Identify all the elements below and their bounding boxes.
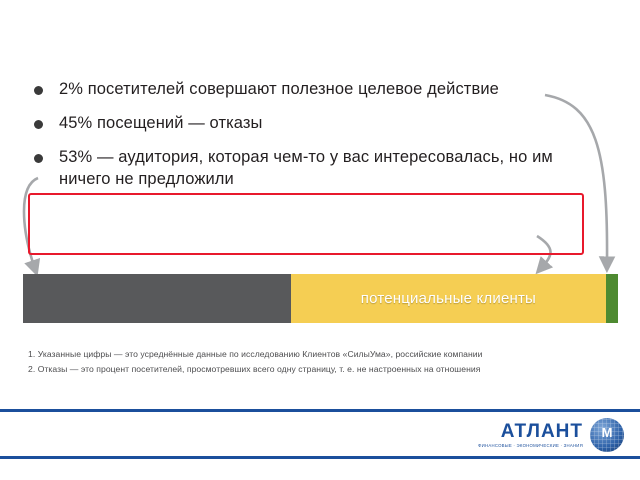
bar-segment-label: потенциальные клиенты	[360, 290, 537, 307]
list-item	[34, 146, 594, 192]
bar-segment-green	[606, 274, 618, 323]
bullet-list	[34, 78, 594, 202]
footer-rule	[0, 456, 640, 459]
logo-globe-grid	[590, 418, 624, 452]
highlight-box	[28, 193, 584, 255]
bullet-text: 2% посетителей совершают полезное целевое действие	[59, 80, 499, 98]
bar-segment-gray	[23, 274, 291, 323]
logo-globe-icon	[590, 418, 624, 452]
bullet-text: 53% — аудитория, которая чем-то у вас интересовалась, но им ничего не предложили	[59, 147, 553, 189]
footnote-2: 2. Отказы — это процент посетителей, просмотревших всего одну страницу, т. е. не настроенных на отношения	[28, 364, 481, 375]
bullet-dot-icon	[34, 86, 43, 95]
list-item	[34, 78, 594, 101]
stacked-bar-chart	[23, 274, 618, 323]
footnote-1: 1. Указанные цифры — это усреднённые данные по исследованию Клиентов «СилыУма», российские компании	[28, 349, 483, 359]
bullet-text: 45% посещений — отказы	[59, 113, 263, 132]
bar-segment-yellow	[291, 274, 606, 323]
logo-text	[478, 422, 583, 448]
slide-footer	[0, 409, 640, 480]
footnotes	[28, 347, 608, 377]
logo-wordmark: АТЛАНТ	[500, 421, 583, 442]
list-item	[34, 112, 594, 135]
logo-tagline: ФИНАНСОВЫЕ · ЭКОНОМИЧЕСКИЕ · ЗНАНИЯ	[478, 443, 583, 448]
bullet-dot-icon	[34, 154, 43, 163]
bullet-dot-icon	[34, 120, 43, 129]
logo	[478, 418, 624, 452]
